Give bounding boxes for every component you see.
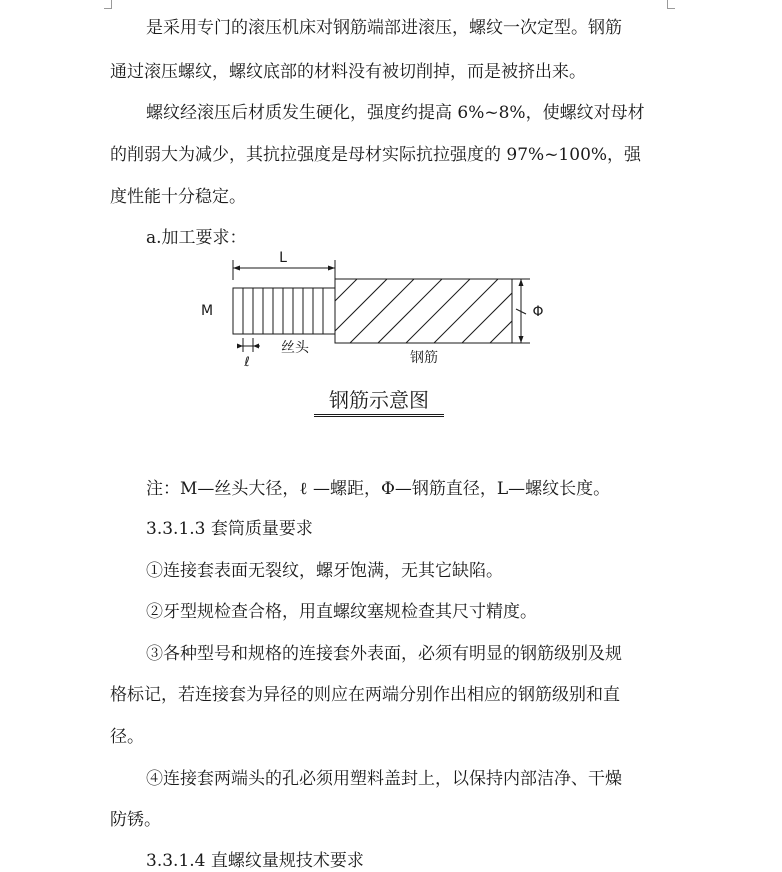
sleeve-requirement-3-line-1: ③各种型号和规格的连接套外表面，必须有明显的钢筋级别及规 bbox=[146, 644, 622, 664]
label-thread-head: 丝头 bbox=[281, 340, 309, 356]
paragraph-1-line-1: 是采用专门的滚压机床对钢筋端部进滚压，螺纹一次定型。钢筋 bbox=[146, 18, 622, 38]
sleeve-requirement-4-line-1: ④连接套两端头的孔必须用塑料盖封上，以保持内部洁净、干燥 bbox=[146, 769, 622, 789]
paragraph-2-line-1: 螺纹经滚压后材质发生硬化，强度约提高 6%~8%，使螺纹对母材 bbox=[146, 103, 645, 123]
figure-caption: 钢筋示意图 bbox=[314, 387, 444, 417]
section-3313-heading: 3.3.1.3 套筒质量要求 bbox=[146, 519, 313, 539]
processing-requirements-heading: a.加工要求： bbox=[146, 228, 247, 248]
pitch-marker bbox=[237, 338, 260, 352]
sleeve-requirement-3-line-3: 径。 bbox=[110, 727, 144, 747]
label-pitch: ℓ bbox=[244, 355, 250, 370]
sleeve-requirement-1: ①连接套表面无裂纹，螺牙饱满，无其它缺陷。 bbox=[146, 561, 503, 581]
sleeve-requirement-3-line-2: 格标记，若连接套为异径的则应在两端分别作出相应的钢筋级别和直 bbox=[110, 685, 620, 705]
paragraph-2-line-2: 的削弱大为减少，其抗拉强度是母材实际抗拉强度的 97%~100%，强 bbox=[110, 145, 642, 165]
rebar-diagram bbox=[190, 246, 570, 376]
sleeve-requirement-4-line-2: 防锈。 bbox=[110, 810, 161, 830]
paragraph-2-line-3: 度性能十分稳定。 bbox=[110, 187, 246, 207]
thread-head-shape bbox=[233, 288, 335, 334]
figure-note: 注：M—丝头大径，ℓ —螺距，Φ—钢筋直径，L—螺纹长度。 bbox=[146, 479, 611, 499]
label-phi: Φ bbox=[532, 304, 544, 320]
sleeve-requirement-2: ②牙型规检查合格，用直螺纹塞规检查其尺寸精度。 bbox=[146, 602, 537, 622]
label-L: L bbox=[279, 250, 287, 266]
paragraph-1-line-2: 通过滚压螺纹，螺纹底部的材料没有被切削掉，而是被挤出来。 bbox=[110, 62, 586, 82]
page-corner-mark-left bbox=[104, 0, 112, 9]
diameter-dimension bbox=[512, 279, 530, 343]
page-corner-mark-right bbox=[667, 0, 675, 9]
section-3314-heading: 3.3.1.4 直螺纹量规技术要求 bbox=[146, 851, 364, 871]
label-M: M bbox=[200, 303, 214, 319]
label-rebar: 钢筋 bbox=[410, 350, 438, 366]
